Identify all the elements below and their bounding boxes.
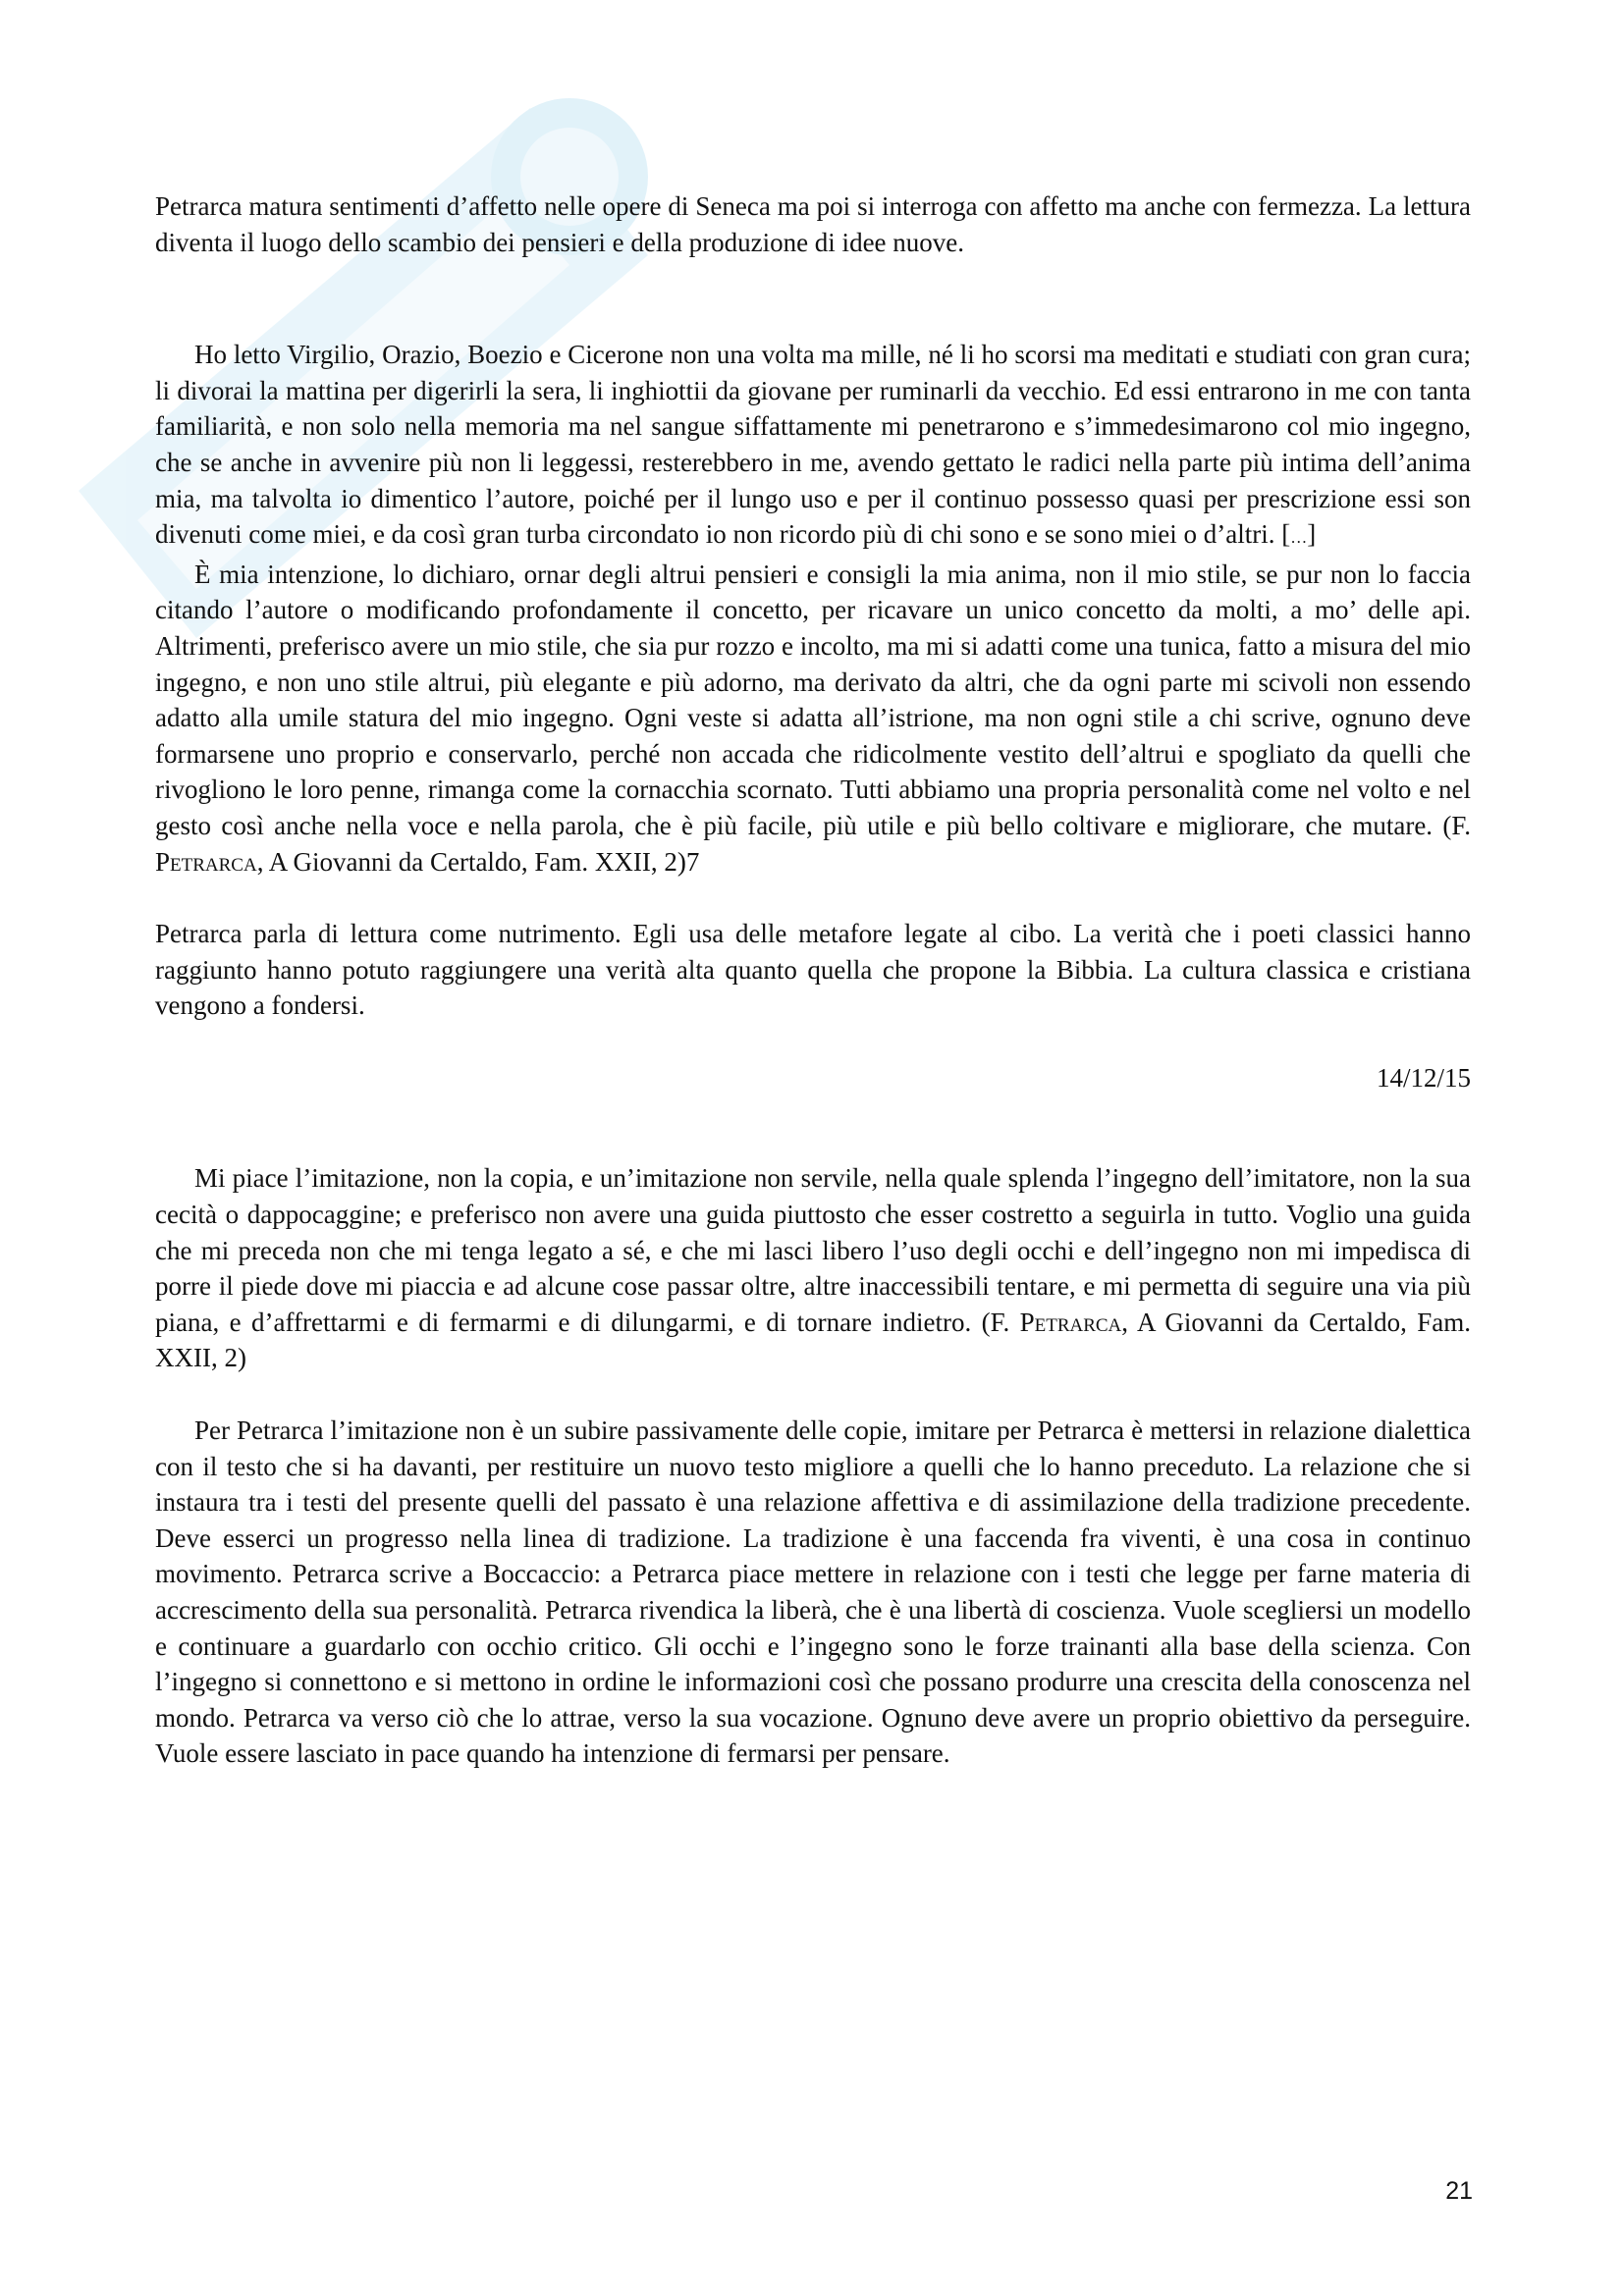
quote-stile-citation: , A Giovanni da Certaldo, Fam. XXII, 2)7 (256, 846, 700, 877)
author-smallcaps: etrarca (170, 846, 257, 877)
quote-stile-paragraph (155, 557, 1471, 880)
quote-virgilio-text: Ho letto Virgilio, Orazio, Boezio e Cicerone non una volta ma mille, né li ho scorsi ma meditati e studiati con gran cura; li divorai la mattina per digerirli la sera, li inghiottii da giovane per ruminarli da vecchio. Ed essi entrarono in me con tanta familiarità, e non solo nella memoria ma nel sangue siffattamente mi penetrarono e s’immedesimarono col mio ingegno, che se anche in avvenire più non li leggessi, resterebbero in me, avendo gettato le radici nella parte più intima dell’anima mia, ma talvolta io dimentico l’autore, poiché per il lungo uso e per il continuo possesso quasi per prescrizione essi son divenuti come miei, e da così gran turba circondato io non ricordo più di chi sono e se sono miei o d’altri. [ (155, 340, 1471, 550)
analysis-paragraph: Per Petrarca l’imitazione non è un subire passivamente delle copie, imitare per Petrarca è mettersi in relazione dialettica con il testo che si ha davanti, per restituire un nuovo testo migliore a quelli che lo hanno preceduto. La relazione che si instaura tra i testi del presente quelli del passato è una relazione affettiva e di assimilazione della tradizione precedente. Deve esserci un progresso nella linea di tradizione. La tradizione è una faccenda fra viventi, è una cosa in continuo movimento. Petrarca scrive a Boccaccio: a Petrarca piace mettere in relazione con i testi che legge per farne materia di accrescimento della sua personalità. Petrarca rivendica la liberà, che è una libertà di coscienza. Vuole scegliersi un modello e continuare a guardarlo con occhio critico. Gli occhi e l’ingegno sono le forze trainanti alla base della scienza. Con l’ingegno si connettono e si mettono in ordine le informazioni così che possano produrre una crescita della conoscenza nel mondo. Petrarca va verso ciò che lo attrae, verso la sua vocazione. Ognuno deve avere un proprio obiettivo da perseguire. Vuole essere lasciato in pace quando ha intenzione di fermarsi per pensare. (155, 1415, 1471, 1769)
author-smallcaps: etrarca (1034, 1307, 1122, 1337)
document-page (155, 188, 1471, 1772)
quote-stile-text: È mia intenzione, lo dichiaro, ornar degli altrui pensieri e consigli la mia anima, non il mio stile, se pur non lo faccia citando l’autore o modificando profondamente il concetto, per ricavare un unico concetto da molti, a mo’ delle api. Altrimenti, preferisco avere un mio stile, che sia pur rozzo e incolto, ma mi si adatti come una tunica, fatto a misura del mio ingegno, e non uno stile altrui, più elegante e più adorno, ma derivato da altri, che da ogni parte mi scivoli non essendo adatto alla umile statura del mio ingegno. Ogni veste si adatta all’istrione, ma non ogni stile a chi scrive, ognuno deve formarsene uno proprio e conservarlo, perché non accada che ridicolmente vestito dell’altrui e spogliato da quelli che rivogliono le loro penne, rimanga come la cornacchia scornato. Tutti abbiamo una propria personalità come nel volto e nel gesto così anche nella voce e nella parola, che è più facile, più utile e più bello coltivare e migliorare, che mutare. (F. P (155, 559, 1471, 877)
quote-imitazione-paragraph (155, 1160, 1471, 1376)
date-label: 14/12/15 (1376, 1062, 1471, 1093)
quote-virgilio-paragraph (155, 337, 1471, 557)
page-number: 21 (1445, 2177, 1473, 2205)
quote-imitazione-citation: , A Giovanni da Certaldo, Fam. XXII, 2) (155, 1307, 1471, 1373)
quote-ellipsis: … (1290, 528, 1308, 548)
quote-bracket-close: ] (1307, 519, 1317, 550)
quote-imitazione-text: Mi piace l’imitazione, non la copia, e un’imitazione non servile, nella quale splenda l’ingegno dell’imitatore, non la sua cecità o dappocaggine; e preferisco non avere una guida piuttosto che esser costretto a seguirla in tutto. Voglio una guida che mi preceda non che mi tenga legato a sé, e che mi lasci libero l’uso degli occhi e dell’ingegno non mi impedisca di porre il piede dove mi piaccia e ad alcune cose passar oltre, altre inaccessibili tentare, e mi permetta di seguire una via più piana, e d’affrettarmi e di fermarmi e di dilungarmi, e di tornare indietro. (F. P (155, 1163, 1471, 1337)
commentary-paragraph: Petrarca parla di lettura come nutrimento. Egli usa delle metafore legate al cibo. La verità che i poeti classici hanno raggiunto hanno potuto raggiungere una verità alta quanto quella che propone la Bibbia. La cultura classica e cristiana vengono a fondersi. (155, 919, 1471, 1021)
intro-paragraph: Petrarca matura sentimenti d’affetto nelle opere di Seneca ma poi si interroga con affetto ma anche con fermezza. La lettura diventa il luogo dello scambio dei pensieri e della produzione di idee nuove. (155, 191, 1471, 257)
